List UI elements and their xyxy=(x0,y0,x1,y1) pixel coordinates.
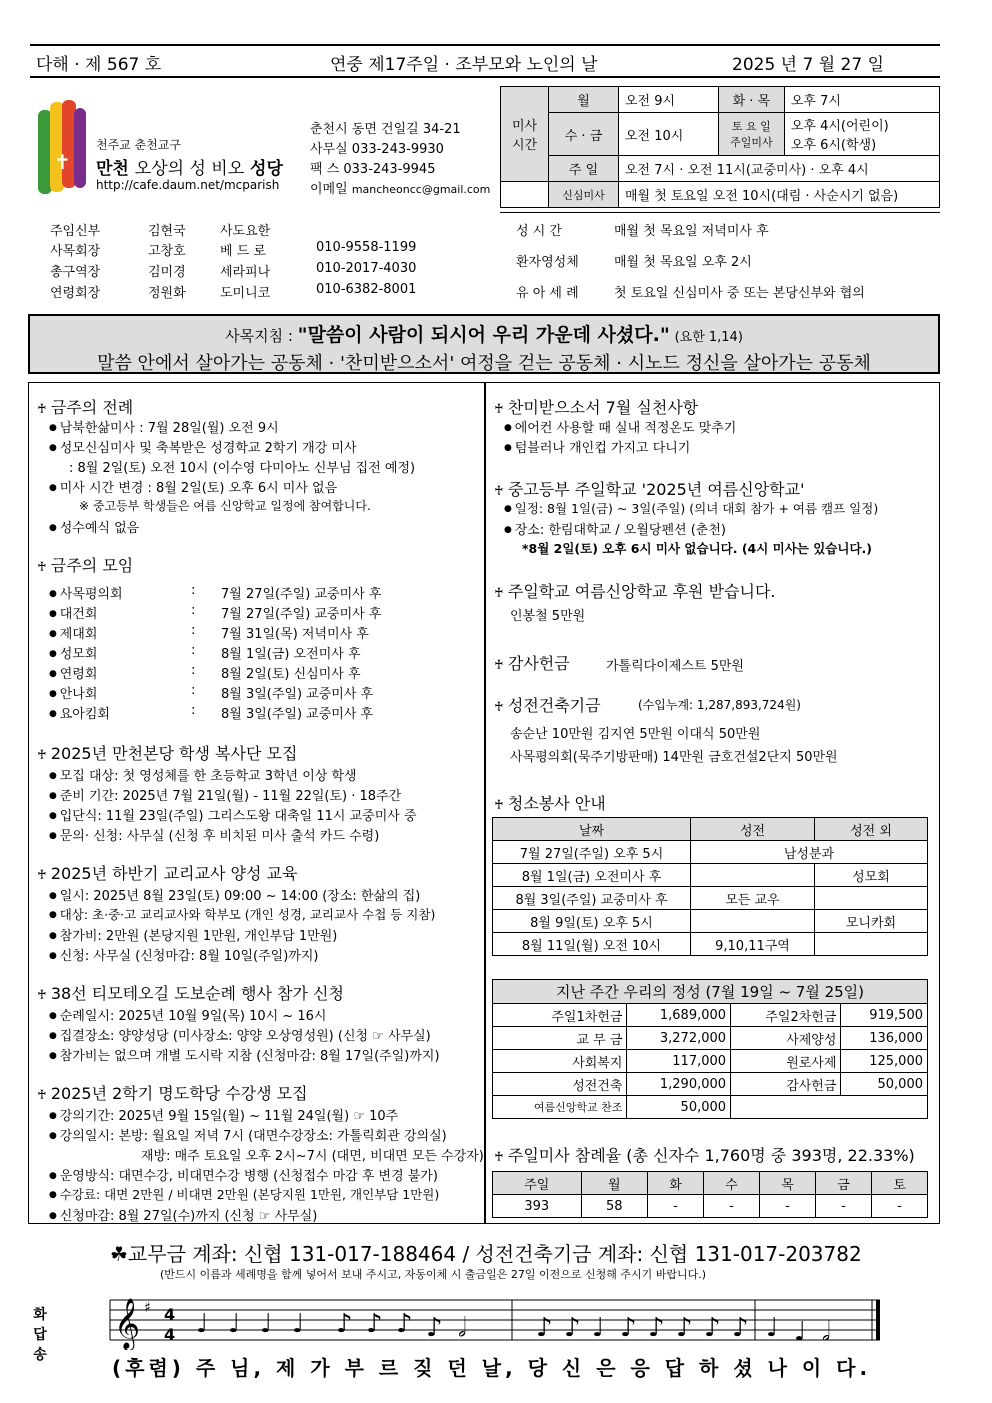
office-phone: 사무실 033-243-9930 xyxy=(310,142,444,157)
offering-table: 지난 주간 우리의 정성 (7월 19일 ~ 7월 25일) 주일1차헌금 1,689,000 주일2차헌금 919,500 교 무 금 3,272,000 사제양성 136,000 사회복지 117,000 원로사제 125,000 성전건축 1,290,000 감사헌금 50,000 여름신앙학교 찬조 50,000 xyxy=(492,979,928,1119)
svg-text:𝅗𝅥: 𝅗𝅥 xyxy=(822,1317,831,1347)
svg-text:4: 4 xyxy=(164,1325,176,1344)
section-title: ♰ 중고등부 주일학교 '2025년 여름신앙학교' xyxy=(494,477,804,500)
svg-text:♪: ♪ xyxy=(396,1309,413,1339)
section-title: ♰ 금주의 전례 xyxy=(37,395,133,418)
cleaning-table: 날짜 성전 성전 외 7월 27일(주일) 오후 5시 남성분과 8월 1일(금) 오전미사 후 성모회 8월 3일(주일) 교중미사 후 모든 교우 8월 9일(토) 오후 5시 모니카회 8월 11일(월) 오전 10시 9,10,11구역 xyxy=(492,817,928,956)
section-title: ♰ 성전건축기금 xyxy=(494,693,601,716)
issue-date: 2025 년 7 월 27 일 xyxy=(732,55,884,75)
right-column: ♰ 찬미받으소서 7월 실천사항 ● 에어컨 사용할 때 실내 적정온도 맞추기 ● 텀블러나 개인컵 가지고 다니기 ♰ 중고등부 주일학교 '2025년 여름신앙학교' ● 일정: 8월 1일(금) ~ 3일(주일) (의녀 대회 참가 + 여름 캠프 일정) ● 장소: 한림대학교 / 오월당펜션 (춘천) *8월 2일(토) 오후 6시 미사 없습니다. (4시 미사는 있습니다.) ♰ 주일학교 여름신앙학교 후원 받습니다. 인봉철 5만원 ♰ 감사헌금 가톨릭다이제스트 5만원 ♰ 성전건축기금 (수입누계: 1,287,893,724원) 송순난 10만원 김지연 5만원 이대식 50만원 사목평의회(묵주기방판매) 14만원 금호건설2단지 50만원 ♰ 청소봉사 안내 날짜 성전 성전 외 7월 27일(주일) 오후 5시 남성분과 8월 1일(금) 오전미사 후 성모회 8월 3일(주일) 교중미사 후 모든 교우 8월 9일(토) 오후 5시 모니카회 8월 11일(월) 오전 10시 9,10,11구역 지난 주간 우리의 정성 (7월 19일 ~ 7월 25일) 주일1차헌금 1,689,000 주일2차헌금 919,500 교 무 금 3,272,000 사제양성 136,000 사회복지 117,000 원로사제 125,000 성전건축 1,290,000 감사헌금 50,000 여름신앙학교 찬조 50,000 ♰ 주일미사 참례율 (총 신자수 1,760명 중 393명, 22.33%) 주일 월 화 수 목 금 토 393 58 - - - - - xyxy=(485,382,940,1224)
svg-text:♪: ♪ xyxy=(536,1313,553,1343)
pastoral-banner: 사목지침 : "말씀이 사람이 되시어 우리 가운데 사셨다." (요한 1,14) 말씀 안에서 살아가는 공동체 · '찬미받으소서' 여정을 걷는 공동체 · 시노드 정신을 살아가는 공동체 xyxy=(28,314,940,374)
section-title: ♰ 2025년 만천본당 학생 복사단 모집 xyxy=(37,741,297,764)
svg-text:♪: ♪ xyxy=(648,1313,665,1343)
svg-text:♩: ♩ xyxy=(196,1309,209,1339)
svg-text:♪: ♪ xyxy=(366,1309,383,1339)
section-title: ♰ 2025년 2학기 명도학당 수강생 모집 xyxy=(37,1081,308,1104)
psalm-lyrics: (후렴) 주 님, 제 가 부 르 짖 던 날, 당 신 은 응 답 하 셨 나 이 다. xyxy=(112,1356,872,1380)
account-info: ☘교무금 계좌: 신협 131-017-188464 / 성전건축기금 계좌: 신협 131-017-203782 xyxy=(110,1242,862,1266)
issue-number: 다해 · 제 567 호 xyxy=(36,55,162,75)
svg-text:♯: ♯ xyxy=(144,1300,151,1316)
mass-schedule-table: 미사 시간 월 오전 9시 화 · 목 오후 7시 수 · 금 오전 10시 토 요 일 주일미사 오후 4시(어린이) 오후 6시(학생) 주 일 오전 7시 · 오전 11시(교중미사) · 오후 4시 신심미사 매월 첫 토요일 오전 10시(대림 · 사순시기 없음) xyxy=(500,86,940,208)
svg-text:♪: ♪ xyxy=(564,1313,581,1343)
svg-text:♩: ♩ xyxy=(260,1309,273,1339)
section-title: ♰ 찬미받으소서 7월 실천사항 xyxy=(494,395,698,418)
svg-text:4: 4 xyxy=(164,1305,176,1324)
address: 춘천시 동면 건일길 34-21 xyxy=(310,122,461,137)
svg-text:♩: ♩ xyxy=(592,1313,605,1343)
svg-text:𝄞: 𝄞 xyxy=(114,1298,141,1349)
fax-number: 팩 스 033-243-9945 xyxy=(310,162,436,177)
parish-url[interactable]: http://cafe.daum.net/mcparish xyxy=(96,178,280,192)
music-staff-icon xyxy=(100,1290,890,1350)
left-column: ♰ 금주의 전례 ● 남북한삶미사 : 7월 28일(월) 오전 9시 ● 성모신심미사 및 축복받은 성경학교 2학기 개강 미사 : 8월 2일(토) 오전 10시 (이수영 다미아노 신부님 집전 예정) ● 미사 시간 변경 : 8월 2일(토) 오후 6시 미사 없음 ※ 중고등부 학생들은 여름 신앙학교 일정에 참여합니다. ● 성수예식 없음 ♰ 금주의 모임 ● 사목평의회 : 7월 27일(주일) 교중미사 후 ● 대건회 : 7월 27일(주일) 교중미사 후 ● 제대회 : 7월 31일(목) 저녁미사 후 ● 성모회 : 8월 1일(금) 오전미사 후 ● 연령회 : 8월 2일(토) 신심미사 후 ● 안나회 : 8월 3일(주일) 교중미사 후 ● 요아킴회 : 8월 3일(주일) 교중미사 후 ♰ 2025년 만천본당 학생 복사단 모집 ● 모집 대상: 첫 영성체를 한 초등학교 3학년 이상 학생 ● 준비 기간: 2025년 7월 21일(월) - 11월 22일(토) · 18주간 ● 입단식: 11월 23일(주일) 그리스도왕 대축일 11시 교중미사 중 ● 문의· 신청: 사무실 (신청 후 비치된 미사 출석 카드 수령) ♰ 2025년 하반기 교리교사 양성 교육 ● 일시: 2025년 8월 23일(토) 09:00 ~ 14:00 (장소: 한삶의 집) ● 대상: 초·중·고 교리교사와 학부모 (개인 성경, 교리교사 수첩 등 지참) ● 참가비: 2만원 (본당지원 1만원, 개인부담 1만원) ● 신청: 사무실 (신청마감: 8월 10일(주일)까지) ♰ 38선 티모테오길 도보순례 행사 참가 신청 ● 순례일시: 2025년 10월 9일(목) 10시 ~ 16시 ● 집결장소: 양양성당 (미사장소: 양양 오상영성원) (신청 ☞ 사무실) ● 참가비는 없으며 개별 도시락 지참 (신청마감: 8월 17일(주일)까지) ♰ 2025년 2학기 명도학당 수강생 모집 ● 강의기간: 2025년 9월 15일(월) ~ 11월 24일(월) ☞ 10주 ● 강의일시: 본방: 월요일 저녁 7시 (대면수강장소: 가톨릭회관 강의실) 재방: 매주 토요일 오후 2시~7시 (대면, 비대면 모든 수강자) ● 운영방식: 대면수강, 비대면수강 병행 (신청접수 마감 후 변경 불가) ● 수강료: 대면 2만원 / 비대면 2만원 (본당지원 1만원, 개인부담 1만원) ● 신청마감: 8월 27일(수)까지 (신청 ☞ 사무실) xyxy=(28,382,485,1224)
section-title: ♰ 청소봉사 안내 xyxy=(494,791,606,814)
mass-side-label: 미사 시간 xyxy=(501,87,549,182)
svg-text:♩: ♩ xyxy=(766,1313,779,1343)
account-note: (반드시 이름과 세례명을 함께 넣어서 보내 주시고, 자동이체 시 출금일은 27일 이전으로 신청해 주시기 바랍니다.) xyxy=(160,1268,707,1281)
svg-text:♪: ♪ xyxy=(676,1313,693,1343)
section-title: ♰ 38선 티모테오길 도보순례 행사 참가 신청 xyxy=(37,981,344,1004)
svg-text:♩: ♩ xyxy=(292,1309,305,1339)
svg-text:𝅗𝅥: 𝅗𝅥 xyxy=(458,1313,467,1343)
parish-name: 만천 오상의 성 비오 성당 xyxy=(96,159,283,179)
section-title: ♰ 2025년 하반기 교리교사 양성 교육 xyxy=(37,861,297,884)
section-title: ♰ 금주의 모임 xyxy=(37,553,133,576)
svg-text:♪: ♪ xyxy=(426,1313,443,1343)
psalm-label: 화답송 xyxy=(33,1307,47,1363)
svg-text:♪: ♪ xyxy=(704,1313,721,1343)
email: 이메일 mancheoncc@gmail.com xyxy=(310,182,491,197)
attendance-table: 주일 월 화 수 목 금 토 393 58 - - - - - xyxy=(492,1171,928,1218)
diocese-name: 천주교 춘천교구 xyxy=(96,138,181,152)
svg-text:♩: ♩ xyxy=(228,1309,241,1339)
issue-header xyxy=(30,44,940,78)
svg-text:♪: ♪ xyxy=(732,1313,749,1343)
section-title: ♰ 감사헌금 xyxy=(494,651,570,674)
sunday-name: 연중 제17주일 · 조부모와 노인의 날 xyxy=(330,55,598,75)
svg-text:♪: ♪ xyxy=(620,1313,637,1343)
svg-text:♪: ♪ xyxy=(336,1309,353,1339)
svg-text:♩: ♩ xyxy=(794,1317,807,1347)
section-title: ♰ 주일미사 참례율 (총 신자수 1,760명 중 393명, 22.33%) xyxy=(494,1143,915,1166)
parish-logo-icon: ✝ xyxy=(38,100,88,196)
section-title: ♰ 주일학교 여름신앙학교 후원 받습니다. xyxy=(494,579,776,602)
